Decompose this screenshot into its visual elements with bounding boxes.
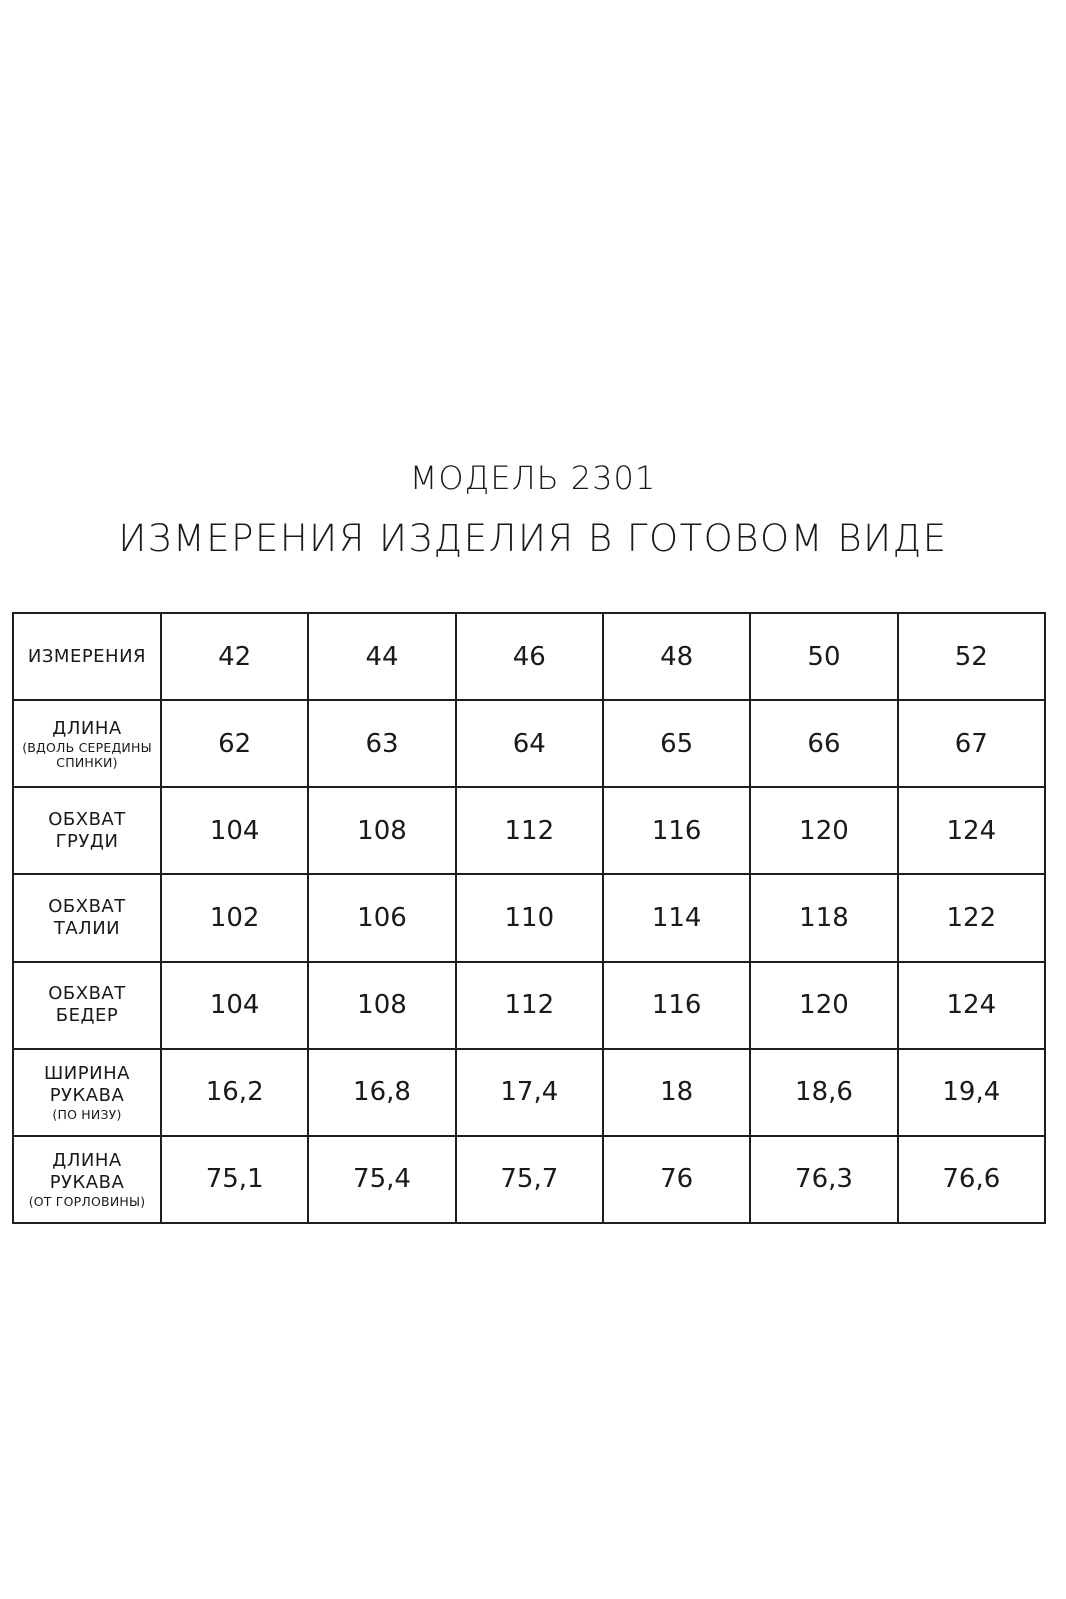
row-label-line: ГРУДИ	[55, 830, 119, 852]
value-cell: 110	[456, 874, 603, 961]
size-header-cell: 44	[308, 613, 455, 700]
row-label-line: ОБХВАТ	[48, 808, 126, 830]
value-cell: 124	[898, 962, 1045, 1049]
value-cell: 62	[161, 700, 308, 787]
table-row	[13, 962, 1045, 1049]
row-label-cell	[13, 787, 161, 874]
value-cell: 112	[456, 962, 603, 1049]
row-label-line: ТАЛИИ	[53, 917, 121, 939]
row-label-line: БЕДЕР	[55, 1005, 119, 1027]
value-cell: 120	[750, 962, 897, 1049]
value-cell: 67	[898, 700, 1045, 787]
row-label-note: (ОТ ГОРЛОВИНЫ)	[28, 1193, 146, 1209]
value-cell: 76	[603, 1136, 750, 1223]
value-cell: 75,1	[161, 1136, 308, 1223]
value-cell: 64	[456, 700, 603, 787]
value-cell: 108	[308, 787, 455, 874]
value-cell: 65	[603, 700, 750, 787]
value-cell: 106	[308, 874, 455, 961]
row-label-note: (ПО НИЗУ)	[52, 1106, 122, 1122]
page-title: ИЗМЕРЕНИЯ ИЗДЕЛИЯ В ГОТОВОМ ВИДЕ	[118, 517, 948, 560]
value-cell: 120	[750, 787, 897, 874]
table-header-row	[13, 613, 1045, 700]
row-label-line: ОБХВАТ	[48, 895, 126, 917]
row-label-line: ДЛИНА	[52, 717, 122, 739]
value-cell: 19,4	[898, 1049, 1045, 1136]
value-cell: 118	[750, 874, 897, 961]
size-header-cell: 50	[750, 613, 897, 700]
value-cell: 76,6	[898, 1136, 1045, 1223]
value-cell: 17,4	[456, 1049, 603, 1136]
corner-label-cell	[13, 613, 161, 700]
value-cell: 116	[603, 787, 750, 874]
corner-label: ИЗМЕРЕНИЯ	[27, 645, 147, 667]
size-table	[12, 612, 1046, 1224]
table-row	[13, 700, 1045, 787]
row-label-note: (ВДОЛЬ СЕРЕДИНЫ	[22, 739, 152, 755]
value-cell: 18	[603, 1049, 750, 1136]
row-label-line: ДЛИНА	[52, 1149, 122, 1171]
row-label-note: СПИНКИ)	[56, 754, 118, 770]
value-cell: 102	[161, 874, 308, 961]
row-label-cell	[13, 1136, 161, 1223]
size-header-cell: 52	[898, 613, 1045, 700]
table-row	[13, 874, 1045, 961]
size-header-cell: 46	[456, 613, 603, 700]
size-header-cell: 42	[161, 613, 308, 700]
value-cell: 16,2	[161, 1049, 308, 1136]
value-cell: 112	[456, 787, 603, 874]
row-label-cell	[13, 874, 161, 961]
model-title: МОДЕЛЬ 2301	[409, 459, 657, 497]
value-cell: 104	[161, 787, 308, 874]
table-row	[13, 787, 1045, 874]
row-label-cell	[13, 700, 161, 787]
value-cell: 108	[308, 962, 455, 1049]
row-label-cell	[13, 1049, 161, 1136]
row-label-line: ОБХВАТ	[48, 983, 126, 1005]
value-cell: 76,3	[750, 1136, 897, 1223]
value-cell: 18,6	[750, 1049, 897, 1136]
row-label-line: ШИРИНА	[44, 1062, 130, 1084]
value-cell: 114	[603, 874, 750, 961]
value-cell: 122	[898, 874, 1045, 961]
value-cell: 75,7	[456, 1136, 603, 1223]
row-label-line: РУКАВА	[49, 1171, 125, 1193]
row-label-line: РУКАВА	[49, 1084, 125, 1106]
row-label-cell	[13, 962, 161, 1049]
value-cell: 16,8	[308, 1049, 455, 1136]
value-cell: 116	[603, 962, 750, 1049]
size-header-cell: 48	[603, 613, 750, 700]
value-cell: 104	[161, 962, 308, 1049]
value-cell: 63	[308, 700, 455, 787]
table-row	[13, 1049, 1045, 1136]
value-cell: 66	[750, 700, 897, 787]
value-cell: 75,4	[308, 1136, 455, 1223]
value-cell: 124	[898, 787, 1045, 874]
table-row	[13, 1136, 1045, 1223]
